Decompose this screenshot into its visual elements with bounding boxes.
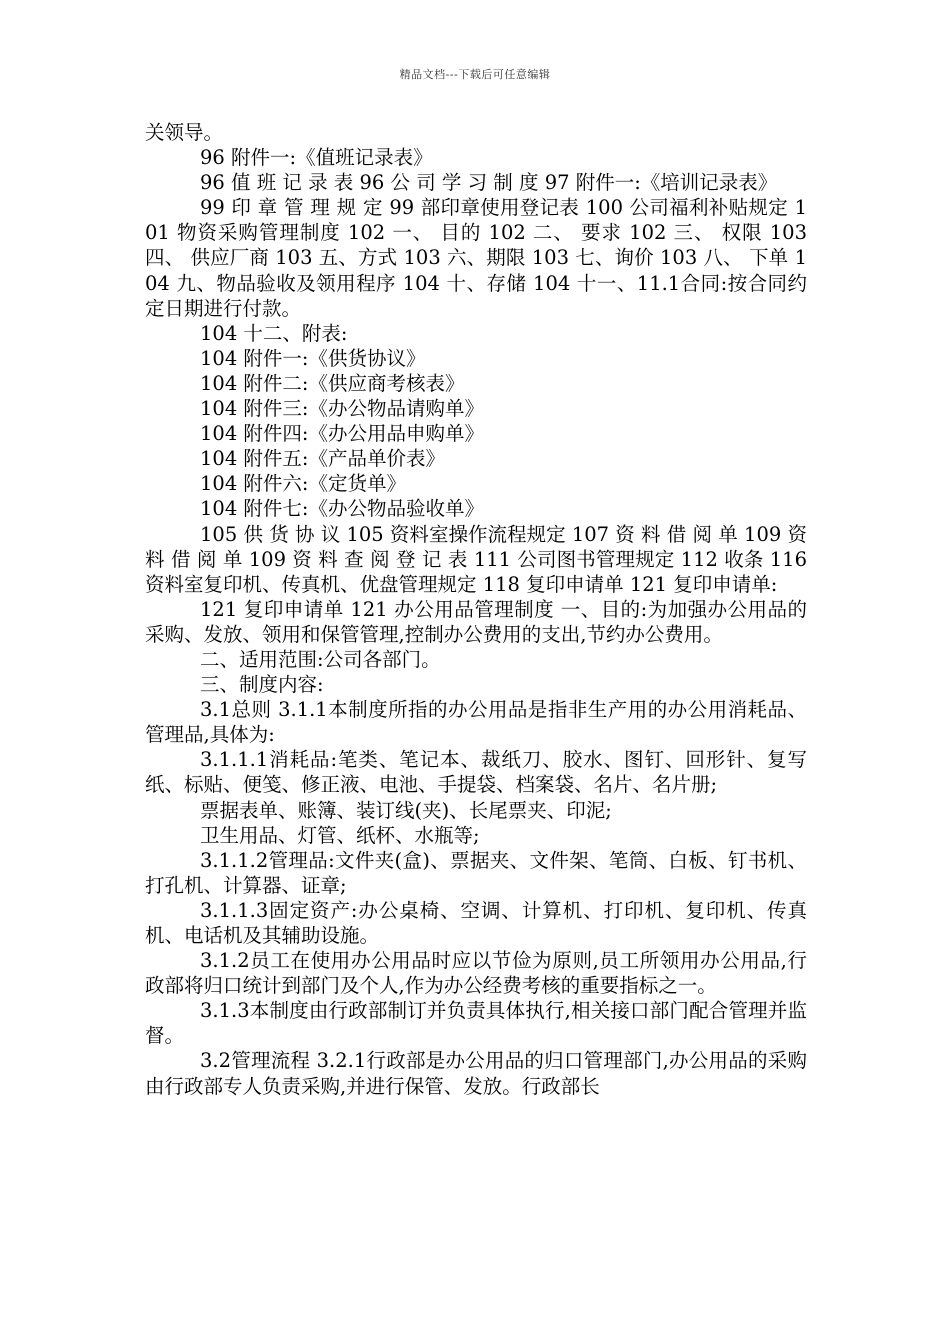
paragraph: 96 值 班 记 录 表 96 公 司 学 习 制 度 97 附件一:《培训记录表》 xyxy=(200,171,778,195)
paragraph: 104 附件五:《产品单价表》 xyxy=(200,447,445,471)
paragraph: 二、适用范围:公司各部门。 xyxy=(200,647,441,671)
paragraph: 3.1.2员工在使用办公用品时应以节俭为原则,员工所领用办公用品,行政部将归口统计到部门及个人,作为办公经费考核的重要指标之一。 xyxy=(145,949,807,998)
paragraph: 3.1.1.3固定资产:办公桌椅、空调、计算机、打印机、复印机、传真机、电话机及其辅助设施。 xyxy=(145,898,807,947)
paragraph: 105 供 货 协 议 105 资料室操作流程规定 107 资 料 借 阅 单 109 资 料 借 阅 单 109 资 料 查 阅 登 记 表 111 公司图书管理规定 112 收条 116 资料室复印机、传真机、优盘管理规定 118 复印申请单 121 复印申请单: xyxy=(145,522,807,596)
page-header: 精品文档---下载后可任意编辑 xyxy=(399,68,551,81)
paragraph: 3.2管理流程 3.2.1行政部是办公用品的归口管理部门,办公用品的采购由行政部专人负责采购,并进行保管、发放。行政部长 xyxy=(145,1049,807,1098)
document-body xyxy=(145,120,807,1099)
paragraph: 104 附件七:《办公物品验收单》 xyxy=(200,497,484,521)
paragraph: 96 附件一:《值班记录表》 xyxy=(200,146,433,170)
paragraph: 卫生用品、灯管、纸杯、水瓶等; xyxy=(200,823,480,847)
paragraph: 104 附件四:《办公用品申购单》 xyxy=(200,422,484,446)
paragraph: 3.1.1.2管理品:文件夹(盒)、票据夹、文件架、笔筒、白板、钉书机、打孔机、计算器、证章; xyxy=(145,848,807,897)
paragraph: 三、制度内容: xyxy=(200,673,324,697)
paragraph: 99 印 章 管 理 规 定 99 部印章使用登记表 100 公司福利补贴规定 101 物资采购管理制度 102 一、 目的 102 二、 要求 102 三、 权限 103 四、 供应厂商 103 五、方式 103 六、期限 103 七、询价 103 八、 下单 104 九、物品验收及领用程序 104 十、存储 104 十一、11.1合同:按合同约定日期进行付款。 xyxy=(145,196,807,320)
paragraph: 104 十二、附表: xyxy=(200,321,348,345)
paragraph: 104 附件六:《定货单》 xyxy=(200,472,406,496)
paragraph: 104 附件二:《供应商考核表》 xyxy=(200,371,465,395)
paragraph: 3.1.3本制度由行政部制订并负责具体执行,相关接口部门配合管理并监督。 xyxy=(145,999,807,1048)
paragraph: 票据表单、账簿、装订线(夹)、长尾票夹、印泥; xyxy=(200,798,612,822)
paragraph: 3.1.1.1消耗品:笔类、笔记本、裁纸刀、胶水、图钉、回形针、复写纸、标贴、便笺、修正液、电池、手提袋、档案袋、名片、名片册; xyxy=(145,748,807,797)
paragraph: 3.1总则 3.1.1本制度所指的办公用品是指非生产用的办公用消耗品、管理品,具体为: xyxy=(145,698,807,747)
paragraph: 121 复印申请单 121 办公用品管理制度 一、目的:为加强办公用品的采购、发放、领用和保管管理,控制办公费用的支出,节约办公费用。 xyxy=(145,597,807,646)
paragraph: 关领导。 xyxy=(145,121,224,144)
paragraph: 104 附件一:《供货协议》 xyxy=(200,346,426,370)
paragraph: 104 附件三:《办公物品请购单》 xyxy=(200,397,484,421)
